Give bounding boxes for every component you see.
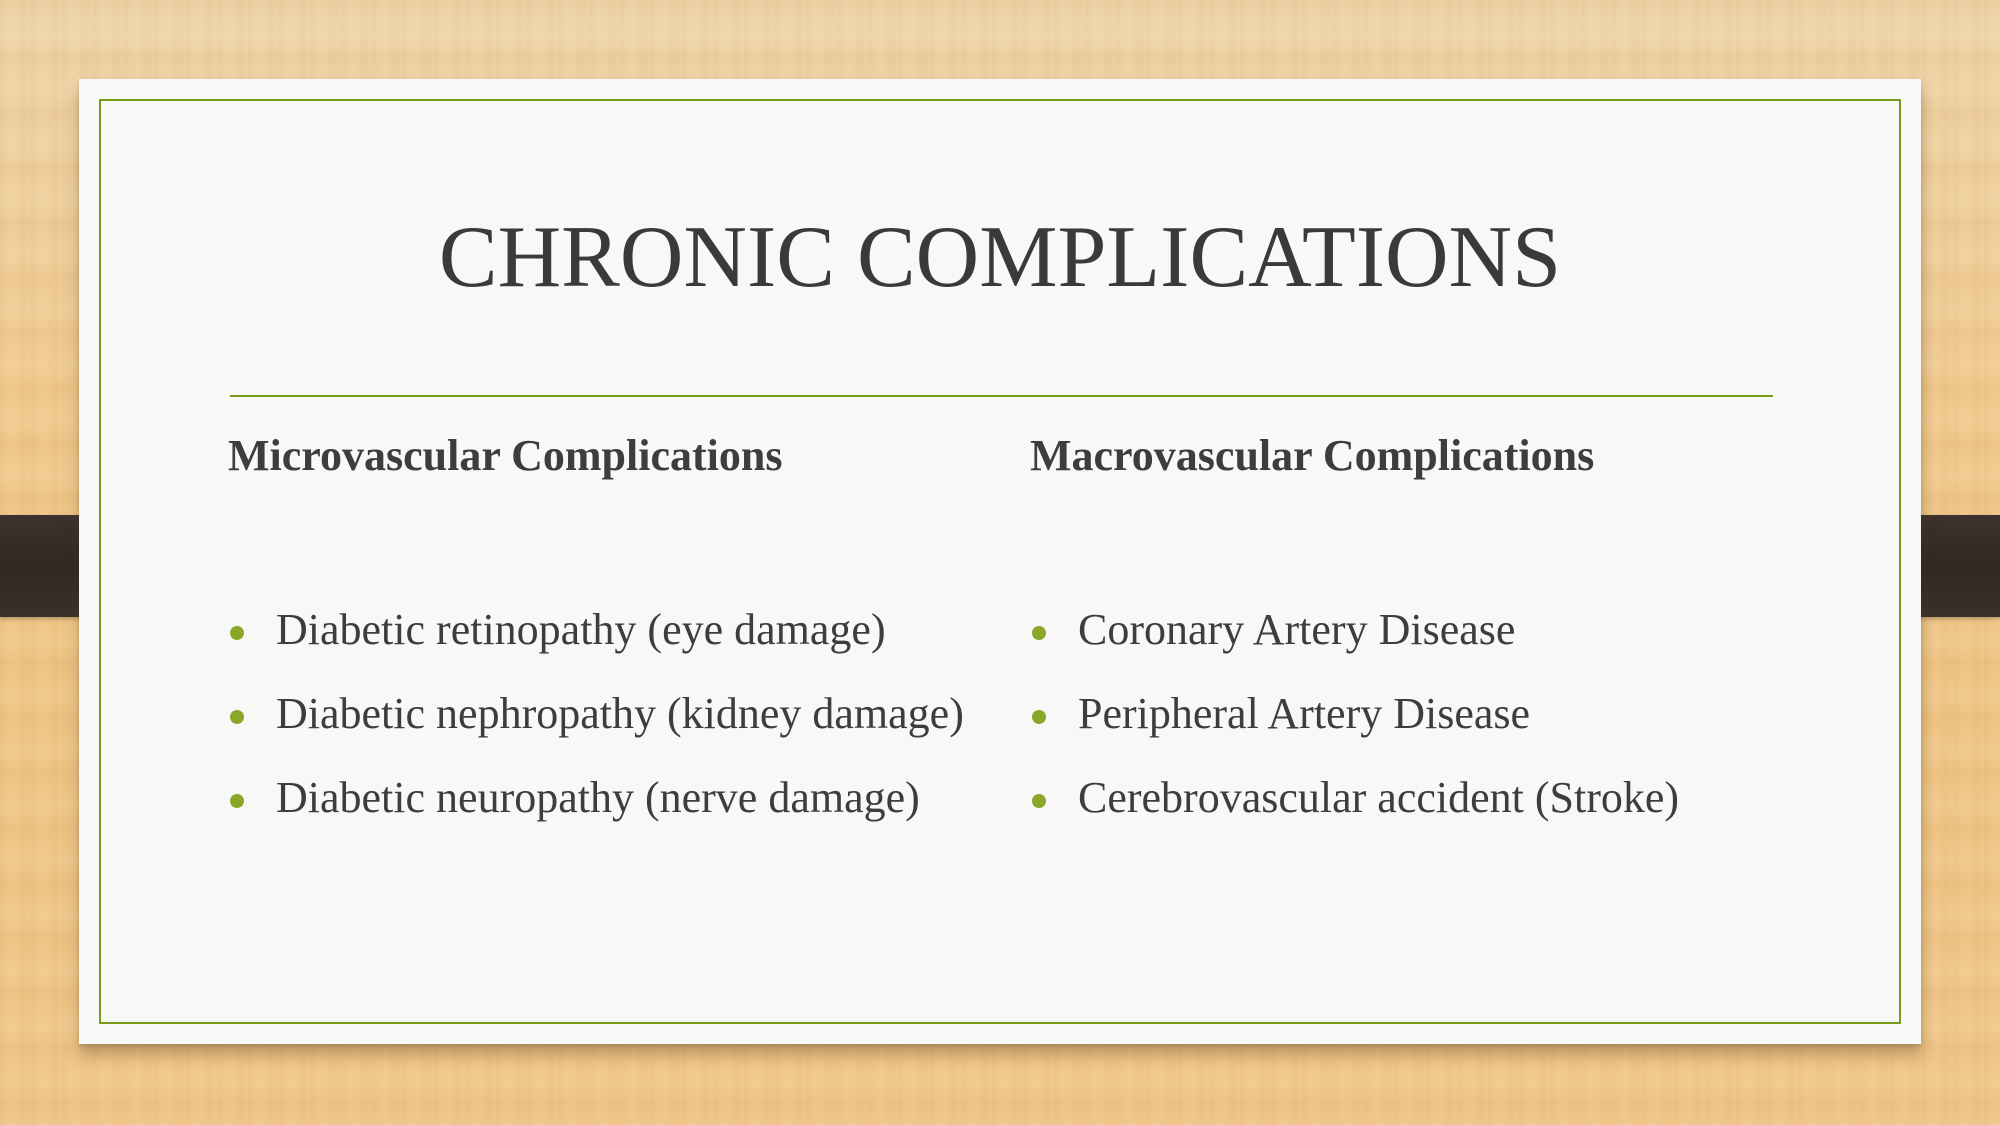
microvascular-heading: Microvascular Complications <box>228 431 783 480</box>
bullet-icon <box>1032 794 1046 808</box>
bullet-icon <box>230 710 244 724</box>
macrovascular-list <box>1030 600 1790 852</box>
list-item-text: Cerebrovascular accident (Stroke) <box>1078 773 1680 822</box>
list-item <box>1030 768 1790 828</box>
bullet-icon <box>1032 710 1046 724</box>
list-item <box>1030 684 1790 744</box>
list-item-text: Coronary Artery Disease <box>1078 605 1516 654</box>
list-item <box>1030 600 1790 660</box>
list-item <box>228 600 968 660</box>
list-item-text: Diabetic neuropathy (nerve damage) <box>276 773 920 822</box>
list-item <box>228 768 968 828</box>
list-item-text: Peripheral Artery Disease <box>1078 689 1531 738</box>
bullet-icon <box>230 626 244 640</box>
title-divider <box>230 395 1773 397</box>
bullet-icon <box>230 794 244 808</box>
macrovascular-heading: Macrovascular Complications <box>1030 431 1595 480</box>
list-item-text: Diabetic retinopathy (eye damage) <box>276 605 886 654</box>
slide-title: CHRONIC COMPLICATIONS <box>438 209 1562 306</box>
list-item-text: Diabetic nephropathy (kidney damage) <box>276 689 964 738</box>
list-item <box>228 684 968 744</box>
bullet-icon <box>1032 626 1046 640</box>
microvascular-list <box>228 600 968 852</box>
